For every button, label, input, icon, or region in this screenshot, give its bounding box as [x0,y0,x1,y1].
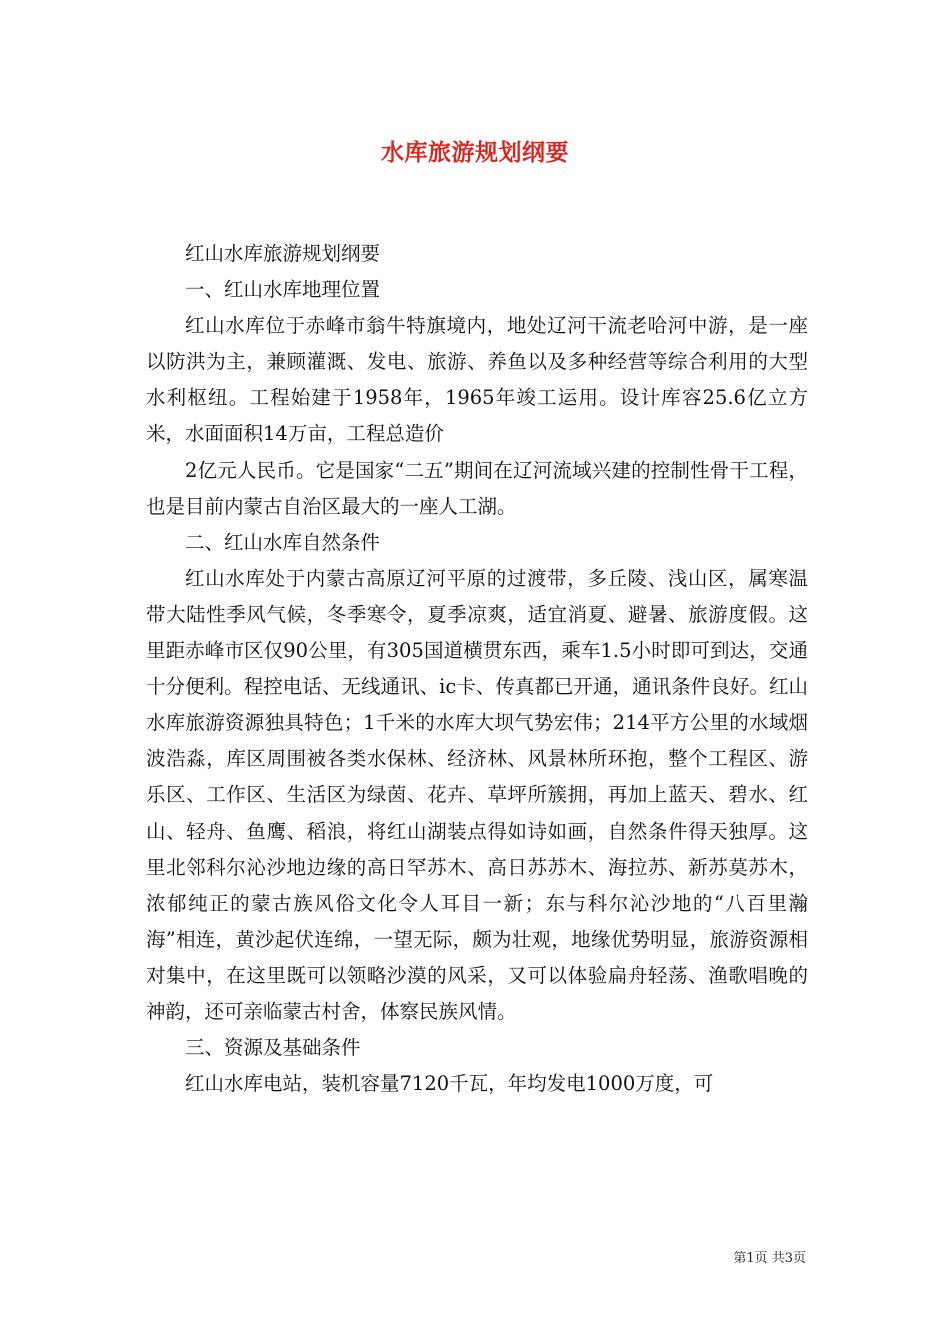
document-title: 水库旅游规划纲要 [381,139,569,166]
body-paragraph: 红山水库处于内蒙古高原辽河平原的过渡带，多丘陵、浅山区，属寒温带大陆性季风气候，冬季寒令，夏季凉爽，适宜消夏、避暑、旅游度假。这里距赤峰市区仅90公里，有305国道横贯东西，乘车1.5小时即可到达，交通十分便利。程控电话、无线通讯、ic卡、传真都已开通，通讯条件良好。红山水库旅游资源独具特色；1千米的水库大坝气势宏伟；214平方公里的水域烟波浩淼，库区周围被各类水保林、经济林、风景林所环抱，整个工程区、游乐区、工作区、生活区为绿茵、花卉、草坪所簇拥，再加上蓝天、碧水、红山、轻舟、鱼鹰、稻浪，将红山湖装点得如诗如画，自然条件得天独厚。这里北邻科尔沁沙地边缘的高日罕苏木、高日苏苏木、海拉苏、新苏莫苏木，浓郁纯正的蒙古族风俗文化令人耳目一新；东与科尔沁沙地的“八百里瀚海”相连，黄沙起伏连绵，一望无际，颇为壮观，地缘优势明显，旅游资源相对集中，在这里既可以领略沙漠的风采，又可以体验扁舟轻荡、渔歌唱晚的神韵，还可亲临蒙古村舍，体察民族风情。 [146,566,808,1023]
body-paragraph: 2亿元人民币。它是国家“二五”期间在辽河流域兴建的控制性骨干工程，也是目前内蒙古自治区最大的一座人工湖。 [146,458,808,518]
body-paragraph: 红山水库电站，装机容量7120千瓦，年均发电1000万度，可 [185,1072,714,1096]
page-number: 第1页 共3页 [733,1251,806,1266]
body-paragraph: 红山水库位于赤峰市翁牛特旗境内，地处辽河干流老哈河中游，是一座以防洪为主，兼顾灌溉、发电、旅游、养鱼以及多种经营等综合利用的大型水利枢纽。工程始建于1958年，1965年竣工运用。设计库容25.6亿立方米，水面面积14万亩，工程总造价 [146,314,808,446]
section-heading: 二、红山水库自然条件 [185,530,381,554]
section-heading: 三、资源及基础条件 [185,1036,361,1060]
document-body [146,236,808,1102]
body-paragraph: 红山水库旅游规划纲要 [185,242,381,265]
section-heading: 一、红山水库地理位置 [185,278,381,302]
